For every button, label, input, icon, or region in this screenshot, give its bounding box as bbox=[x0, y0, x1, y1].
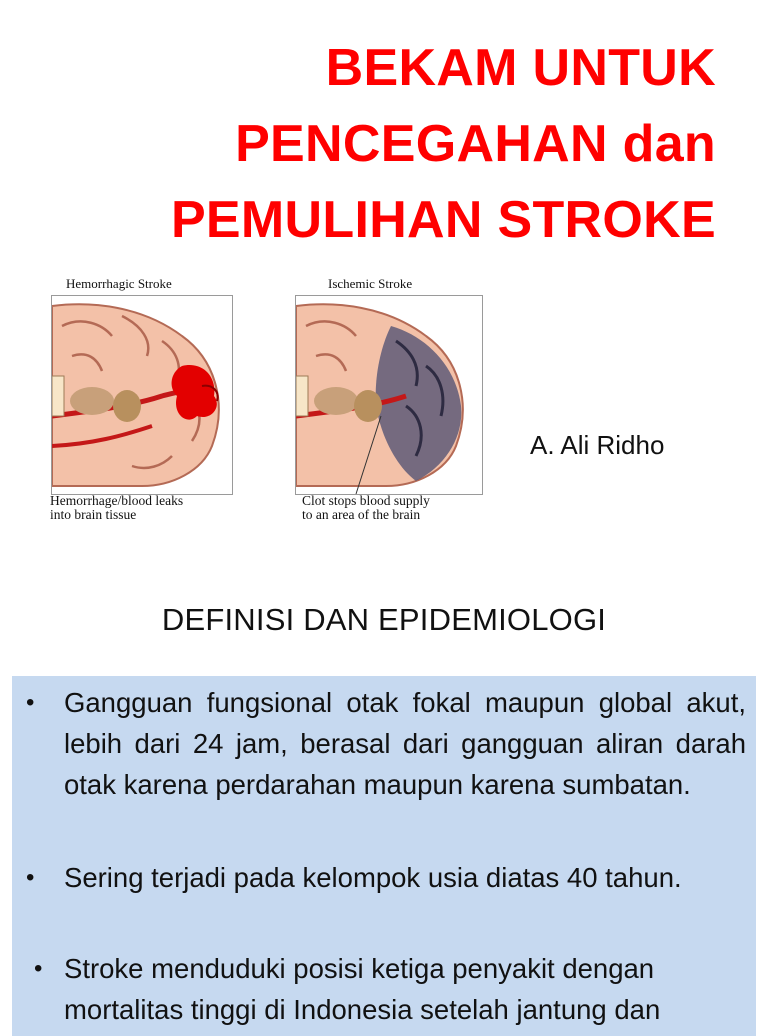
author-name: A. Ali Ridho bbox=[530, 430, 665, 460]
ischemic-brain-illustration bbox=[296, 296, 482, 494]
bullet-dot-icon: • bbox=[26, 689, 35, 716]
figure-label: Hemorrhagic Stroke bbox=[66, 276, 172, 291]
figure-frame bbox=[51, 295, 233, 495]
slide-title-text bbox=[76, 30, 716, 258]
bullet-dot-icon: • bbox=[34, 955, 43, 982]
bullet-text: Stroke menduduki posisi ketiga penyakit dengan mortalitas tinggi di Indonesia setelah jantung dan bbox=[64, 953, 661, 1025]
caption-line: to an area of the brain bbox=[302, 507, 421, 522]
caption-line: Hemorrhage/blood leaks bbox=[50, 493, 184, 508]
title-line: PEMULIHAN STROKE bbox=[170, 191, 716, 249]
title-line: BEKAM UNTUK bbox=[325, 39, 716, 97]
figure-caption bbox=[302, 494, 430, 522]
caption-line: into brain tissue bbox=[50, 507, 137, 522]
bullet-text: Sering terjadi pada kelompok usia diatas 40 tahun. bbox=[64, 862, 682, 893]
content-box bbox=[12, 676, 756, 1036]
slide-definition bbox=[0, 576, 768, 1024]
figure-caption bbox=[50, 494, 183, 522]
bullet-text: Gangguan fungsional otak fokal maupun global akut, lebih dari 24 jam, berasal dari gangguan aliran darah otak karena perdarahan maupun karena sumbatan. bbox=[64, 687, 746, 800]
ischemic-stroke-figure bbox=[292, 276, 492, 526]
hemorrhagic-stroke-figure bbox=[48, 276, 248, 526]
figure-frame bbox=[295, 295, 483, 495]
caption-line: Clot stops blood supply bbox=[302, 493, 430, 508]
bullet-dot-icon: • bbox=[26, 864, 35, 891]
figure-label: Ischemic Stroke bbox=[328, 276, 413, 291]
hemorrhagic-brain-illustration bbox=[52, 296, 232, 494]
title-line: PENCEGAHAN dan bbox=[235, 115, 716, 173]
section-title: DEFINISI DAN EPIDEMIOLOGI bbox=[161, 602, 607, 637]
